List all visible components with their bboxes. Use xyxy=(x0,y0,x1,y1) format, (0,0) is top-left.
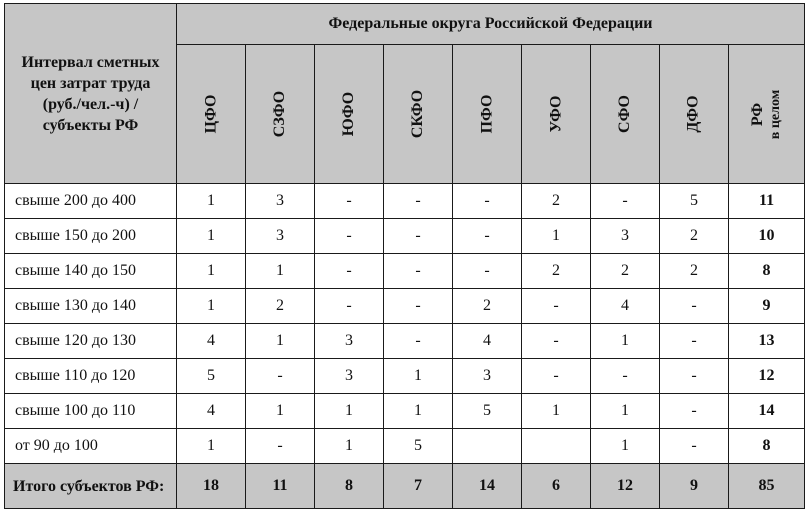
row-label: свыше 150 до 200 xyxy=(5,219,177,254)
table-cell: - xyxy=(522,289,591,324)
row-total: 14 xyxy=(729,394,805,429)
table-cell: 1 xyxy=(384,394,453,429)
price-interval-table xyxy=(4,3,805,509)
row-total: 8 xyxy=(729,429,805,464)
table-cell: - xyxy=(246,359,315,394)
table-cell: - xyxy=(384,219,453,254)
table-cell: - xyxy=(453,219,522,254)
table-cell: 4 xyxy=(177,394,246,429)
table-cell: 1 xyxy=(246,324,315,359)
table-cell: - xyxy=(453,184,522,219)
table-cell: 1 xyxy=(522,219,591,254)
table-cell: 2 xyxy=(453,289,522,324)
table-cell: 1 xyxy=(177,219,246,254)
table-cell: 4 xyxy=(591,289,660,324)
table-cell: - xyxy=(591,184,660,219)
table-cell: 2 xyxy=(660,219,729,254)
column-header xyxy=(591,45,660,184)
table-cell: 4 xyxy=(453,324,522,359)
total-column-main: РФ xyxy=(749,102,767,126)
table-cell: - xyxy=(660,359,729,394)
table-cell: 3 xyxy=(591,219,660,254)
table-row xyxy=(5,184,805,219)
table-cell: - xyxy=(315,289,384,324)
row-label: свыше 120 до 130 xyxy=(5,324,177,359)
row-label: свыше 140 до 150 xyxy=(5,254,177,289)
table-row xyxy=(5,289,805,324)
table-cell: - xyxy=(660,324,729,359)
column-header-label: СФО xyxy=(616,95,633,133)
footer-cell: 9 xyxy=(660,464,729,509)
table-cell: - xyxy=(384,184,453,219)
footer-cell: 14 xyxy=(453,464,522,509)
table-cell: 3 xyxy=(246,184,315,219)
table-cell: 2 xyxy=(522,184,591,219)
column-header-label: СЗФО xyxy=(270,90,288,138)
table-cell: - xyxy=(246,429,315,464)
table-body xyxy=(5,184,805,464)
table-cell: 2 xyxy=(660,254,729,289)
table-cell: 3 xyxy=(315,359,384,394)
table-cell: - xyxy=(453,254,522,289)
table-cell: - xyxy=(660,394,729,429)
table-cell: - xyxy=(660,289,729,324)
table-cell: 5 xyxy=(660,184,729,219)
row-label: от 90 до 100 xyxy=(5,429,177,464)
table-cell: 1 xyxy=(177,184,246,219)
row-total: 13 xyxy=(729,324,805,359)
table-cell: 5 xyxy=(384,429,453,464)
table-cell: 1 xyxy=(177,429,246,464)
row-total: 9 xyxy=(729,289,805,324)
total-column-sub: в целом xyxy=(768,89,784,139)
column-header-label: ЮФО xyxy=(340,91,357,137)
table-cell: 3 xyxy=(246,219,315,254)
footer-row xyxy=(5,464,805,509)
table-cell: 1 xyxy=(246,394,315,429)
column-header xyxy=(315,45,384,184)
footer-cell: 7 xyxy=(384,464,453,509)
table-cell: 4 xyxy=(177,324,246,359)
table-row xyxy=(5,359,805,394)
table-row xyxy=(5,324,805,359)
table-cell: - xyxy=(315,184,384,219)
table-cell: 1 xyxy=(591,394,660,429)
column-header-label: СКФО xyxy=(408,89,426,139)
table-cell: - xyxy=(522,359,591,394)
column-header xyxy=(246,45,315,184)
row-label: свыше 100 до 110 xyxy=(5,394,177,429)
footer-cell: 18 xyxy=(177,464,246,509)
table-cell: 3 xyxy=(315,324,384,359)
table-cell: - xyxy=(384,254,453,289)
row-label: свыше 110 до 120 xyxy=(5,359,177,394)
footer-cell: 8 xyxy=(315,464,384,509)
table-cell: - xyxy=(384,289,453,324)
table-cell: 1 xyxy=(315,429,384,464)
footer-total: 85 xyxy=(729,464,805,509)
row-label: свыше 200 до 400 xyxy=(5,184,177,219)
table-cell: - xyxy=(315,254,384,289)
column-header-label: ЦФО xyxy=(201,94,219,134)
row-total: 8 xyxy=(729,254,805,289)
row-total: 11 xyxy=(729,184,805,219)
table-cell: 1 xyxy=(177,289,246,324)
footer-cell: 12 xyxy=(591,464,660,509)
total-column-header xyxy=(729,45,805,184)
column-header-label: ДФО xyxy=(685,95,702,133)
footer-label: Итого субъектов РФ: xyxy=(5,464,177,509)
column-header-label: УФО xyxy=(547,95,564,133)
row-total: 10 xyxy=(729,219,805,254)
table-cell: - xyxy=(660,429,729,464)
table-cell: 1 xyxy=(315,394,384,429)
row-label: свыше 130 до 140 xyxy=(5,289,177,324)
column-header xyxy=(453,45,522,184)
table-cell: 1 xyxy=(384,359,453,394)
corner-header: Интервал сметных цен затрат труда (руб./чел.-ч) / субъекты РФ xyxy=(5,4,177,184)
column-header xyxy=(660,45,729,184)
table-row xyxy=(5,394,805,429)
table-cell: 1 xyxy=(246,254,315,289)
table-cell: 1 xyxy=(177,254,246,289)
column-header xyxy=(384,45,453,184)
table-cell: 2 xyxy=(246,289,315,324)
column-header xyxy=(522,45,591,184)
table-cell: 2 xyxy=(522,254,591,289)
table-row xyxy=(5,429,805,464)
table-cell: 5 xyxy=(453,394,522,429)
table-cell: 1 xyxy=(522,394,591,429)
table-cell: - xyxy=(384,324,453,359)
table-cell: - xyxy=(591,359,660,394)
column-header-label: ПФО xyxy=(477,94,495,134)
table-row xyxy=(5,219,805,254)
group-title: Федеральные округа Российской Федерации xyxy=(177,4,805,45)
table-container xyxy=(4,3,804,517)
footer-cell: 11 xyxy=(246,464,315,509)
footer-cell: 6 xyxy=(522,464,591,509)
table-cell xyxy=(453,429,522,464)
table-row xyxy=(5,254,805,289)
table-cell xyxy=(522,429,591,464)
table-cell: - xyxy=(522,324,591,359)
column-header xyxy=(177,45,246,184)
table-cell: 1 xyxy=(591,429,660,464)
table-cell: 5 xyxy=(177,359,246,394)
table-cell: 2 xyxy=(591,254,660,289)
row-total: 12 xyxy=(729,359,805,394)
table-cell: - xyxy=(315,219,384,254)
table-cell: 3 xyxy=(453,359,522,394)
table-cell: 1 xyxy=(591,324,660,359)
